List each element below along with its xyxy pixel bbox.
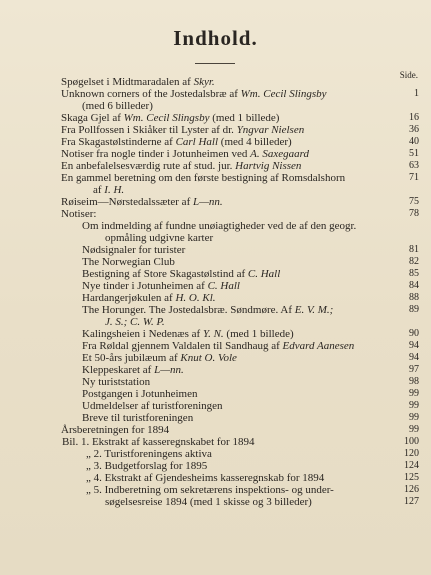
toc-entry-text: Et 50-års jubilæum af <box>82 352 181 364</box>
toc-entry-title <box>82 220 356 232</box>
toc-entry-text: Skaga Gjel af <box>61 112 124 124</box>
toc-entry-title <box>105 232 213 244</box>
toc-entry <box>0 292 431 304</box>
toc-entry-text: The Horunger. The Jostedalsbræ. Søndmøre. Af <box>82 304 295 316</box>
toc-entry <box>0 436 431 448</box>
toc-entry <box>0 484 431 496</box>
toc-entry <box>0 400 431 412</box>
toc-entry <box>0 88 431 100</box>
toc-entry-author: A. Saxegaard <box>250 148 309 160</box>
toc-entry-page-number: 40 <box>409 136 419 147</box>
toc-entry <box>0 208 431 220</box>
toc-entry <box>0 256 431 268</box>
toc-entry-page-number: 78 <box>409 208 419 219</box>
toc-entry-page-number: 127 <box>404 496 419 507</box>
toc-entry-title <box>82 388 198 400</box>
toc-entry-title <box>86 484 334 496</box>
toc-entry-text: Unknown corners of the Jostedalsbræ af <box>61 88 241 100</box>
toc-entry-text: Nye tinder i Jotunheimen af <box>82 280 208 292</box>
toc-entry <box>0 76 431 88</box>
toc-entry-text: The Norwegian Club <box>82 256 175 268</box>
toc-entry-text: En gammel beretning om den første bestigning af Romsdalshorn <box>61 172 346 184</box>
toc-entry-text: Notiser fra nogle tinder i Jotunheimen ved <box>61 148 251 160</box>
toc-entry-text: Bestigning af Store Skagastølstind af <box>82 268 248 280</box>
toc-entry-text: Om indmelding af fundne unøiagtigheder ved de af den geogr. <box>82 220 357 232</box>
toc-entry-page-number: 71 <box>409 172 419 183</box>
toc-entry-text: (med 1 billede) <box>223 328 294 340</box>
toc-entry <box>0 232 431 244</box>
toc-entry-title <box>82 400 223 412</box>
toc-entry-page-number: 84 <box>409 280 419 291</box>
toc-entry <box>0 172 431 184</box>
toc-entry-author: Y. N. <box>202 328 224 340</box>
toc-entry <box>0 352 431 364</box>
toc-entry-text: Postgangen i Jotunheimen <box>82 388 198 400</box>
toc-entry <box>0 472 431 484</box>
toc-entry-author: Edvard Aanesen <box>282 340 355 352</box>
toc-entry <box>0 280 431 292</box>
toc-entry-title <box>61 172 345 184</box>
toc-entry-title <box>61 148 309 160</box>
toc-entry-title <box>82 100 153 112</box>
toc-entry <box>0 244 431 256</box>
toc-entry <box>0 328 431 340</box>
toc-entry-title <box>82 256 175 268</box>
toc-entry-page-number: 82 <box>409 256 419 267</box>
toc-entry-author: E. V. M.; <box>294 304 334 316</box>
toc-entry-title <box>105 496 312 508</box>
toc-entry-title <box>82 352 237 364</box>
toc-entry-text: Fra Røldal gjennem Valdalen til Sandhaug af <box>82 340 283 352</box>
toc-entry-author: L—nn. <box>154 364 184 376</box>
toc-entry-title <box>62 436 254 448</box>
toc-entry-title <box>61 424 169 436</box>
toc-entry <box>0 196 431 208</box>
toc-entry-author: I. H. <box>104 184 125 196</box>
toc-entry-title <box>61 88 327 100</box>
toc-entry-page-number: 88 <box>409 292 419 303</box>
toc-entry-author: Skyr. <box>193 76 215 88</box>
toc-entry-author: Wm. Cecil Slingsby <box>123 112 210 124</box>
toc-entry-title <box>82 376 150 388</box>
toc-entry <box>0 448 431 460</box>
toc-entry <box>0 376 431 388</box>
toc-entry-text: af <box>93 184 105 196</box>
toc-entry-author: Yngvar Nielsen <box>236 124 305 136</box>
toc-entry-author: Carl Hall <box>175 136 219 148</box>
toc-entry-text: „ 3. Budgetforslag for 1895 <box>86 460 208 472</box>
toc-entry-author: L—nn. <box>192 196 223 208</box>
toc-entry <box>0 496 431 508</box>
toc-entry <box>0 136 431 148</box>
toc-entry-text: søgelsesreise 1894 (med 1 skisse og 3 billeder) <box>105 496 312 508</box>
toc-entry-text: Fra Skagastølstinderne af <box>61 136 176 148</box>
toc-entry-page-number: 90 <box>409 328 419 339</box>
toc-entry-text: Notiser: <box>61 208 97 220</box>
toc-entry-text: Kleppeskaret af <box>82 364 155 376</box>
toc-entry-title <box>86 448 212 460</box>
toc-entry-page-number: 126 <box>404 484 419 495</box>
toc-entry-text: Bil. 1. Ekstrakt af kasseregnskabet for 1894 <box>62 436 255 448</box>
toc-entry-author: H. O. Kl. <box>175 292 216 304</box>
toc-entry-text: (med 1 billede) <box>209 112 280 124</box>
toc-entry-text: Udmeldelser af turistforeningen <box>82 400 223 412</box>
toc-entry-text: „ 2. Turistforeningens aktiva <box>86 448 212 460</box>
toc-entry-author: J. S.; C. W. P. <box>105 316 165 328</box>
toc-entry-page-number: 81 <box>409 244 419 255</box>
toc-entry-text: Kalingsheien i Nedenæs af <box>82 328 203 340</box>
toc-entry <box>0 100 431 112</box>
toc-entry-author: C. Hall <box>207 280 240 292</box>
toc-entry-page-number: 97 <box>409 364 419 375</box>
toc-entry-page-number: 1 <box>414 88 419 99</box>
toc-entry-page-number: 124 <box>404 460 419 471</box>
toc-entry-title <box>82 280 240 292</box>
toc-entry-page-number: 94 <box>409 352 419 363</box>
toc-entry <box>0 268 431 280</box>
toc-entry-title <box>82 292 216 304</box>
toc-entry-page-number: 89 <box>409 304 419 315</box>
toc-entry-text: „ 5. Indberetning om sekretærens inspektions- og under- <box>86 484 334 496</box>
toc-entry <box>0 364 431 376</box>
toc-entry-page-number: 51 <box>409 148 419 159</box>
toc-entry-text: Røiseim—Nørstedalssæter af <box>61 196 193 208</box>
toc-entry-page-number: 99 <box>409 424 419 435</box>
toc-entry <box>0 184 431 196</box>
toc-entry-page-number: 100 <box>404 436 419 447</box>
toc-entry <box>0 112 431 124</box>
toc-entry-title <box>61 136 292 148</box>
toc-entry-title <box>82 268 280 280</box>
toc-entry-title <box>61 160 301 172</box>
toc-entry-text: En anbefalelsesværdig rute af stud. jur. <box>61 160 236 172</box>
toc-entry-title <box>86 472 324 484</box>
page-column-label: Side. <box>399 70 418 80</box>
toc-entry-text: opmåling udgivne karter <box>105 232 214 244</box>
toc-entry-title <box>105 316 165 328</box>
toc-entry-page-number: 99 <box>409 412 419 423</box>
toc-entry <box>0 316 431 328</box>
toc-entry-page-number: 36 <box>409 124 419 135</box>
toc-entry-text: Ny turiststation <box>82 376 151 388</box>
toc-entry-text: Spøgelset i Midtmaradalen af <box>61 76 194 88</box>
toc-entry-text: Fra Pollfossen i Skiåker til Lyster af dr. <box>61 124 237 136</box>
page-title: Indhold. <box>173 26 258 50</box>
toc-entry-text: Breve til turistforeningen <box>82 412 194 424</box>
toc-entry-page-number: 75 <box>409 196 419 207</box>
toc-entry-title <box>82 328 294 340</box>
toc-entry-title <box>82 244 185 256</box>
toc-entry-title <box>61 196 223 208</box>
toc-entry <box>0 388 431 400</box>
toc-entry-author: Wm. Cecil Slingsby <box>240 88 327 100</box>
toc-entry-page-number: 94 <box>409 340 419 351</box>
toc-entry-page-number: 16 <box>409 112 419 123</box>
toc-entry-title <box>93 184 124 196</box>
toc-entry-page-number: 125 <box>404 472 419 483</box>
toc-entry-author: Hartvig Nissen <box>235 160 302 172</box>
toc-entry-page-number: 85 <box>409 268 419 279</box>
toc-entry <box>0 148 431 160</box>
toc-entry-text: „ 4. Ekstrakt af Gjendesheims kasseregnskab for 1894 <box>86 472 325 484</box>
toc-entry <box>0 424 431 436</box>
toc-entry <box>0 220 431 232</box>
toc-entry <box>0 304 431 316</box>
toc-entry <box>0 460 431 472</box>
toc-entry-page-number: 120 <box>404 448 419 459</box>
toc-entry <box>0 412 431 424</box>
toc-entry-text: (med 6 billeder) <box>82 100 153 112</box>
toc-entry-title <box>61 112 279 124</box>
toc-entry-title <box>61 208 96 220</box>
toc-entry-title <box>82 412 193 424</box>
toc-entry-text: Nødsignaler for turister <box>82 244 186 256</box>
toc-entry-title <box>61 124 304 136</box>
toc-entry-page-number: 99 <box>409 388 419 399</box>
toc-entry-title <box>82 340 354 352</box>
toc-entry <box>0 124 431 136</box>
toc-entry-author: Knut O. Vole <box>180 352 237 364</box>
toc-entry-page-number: 99 <box>409 400 419 411</box>
toc-entry <box>0 340 431 352</box>
toc-entry-title <box>61 76 215 88</box>
toc-entry <box>0 160 431 172</box>
toc-entry-title <box>82 304 333 316</box>
toc-entry-text: Årsberetningen for 1894 <box>61 424 170 436</box>
toc-entry-page-number: 98 <box>409 376 419 387</box>
toc-entry-page-number: 63 <box>409 160 419 171</box>
toc-entry-title <box>82 364 184 376</box>
toc-entry-title <box>86 460 207 472</box>
toc-entry-text: (med 4 billeder) <box>218 136 292 148</box>
toc-entry-text: Hardangerjøkulen af <box>82 292 176 304</box>
toc-entry-author: C. Hall <box>247 268 281 280</box>
